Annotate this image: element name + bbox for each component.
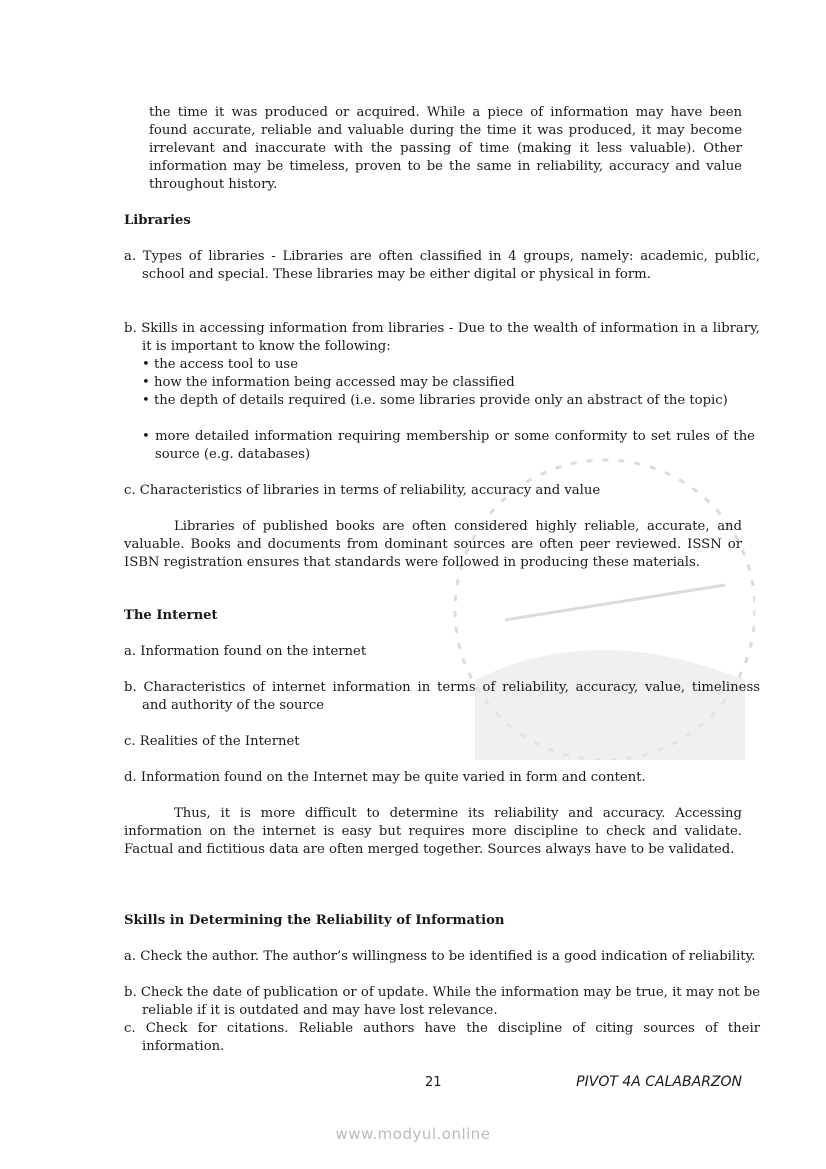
intro-paragraph: the time it was produced or acquired. While a piece of information may have been found accurate, reliable and valuable during the time it was produced, it may become irrelevant and inaccurate with the passing of time (making it less valuable). Other information may be timeless, proven to be the same in reliability, accuracy and value throughout history. xyxy=(149,105,742,192)
internet-item-a: a. Information found on the internet xyxy=(124,644,367,659)
website-watermark: www.modyul.online xyxy=(335,1125,491,1143)
page-number: 21 xyxy=(425,1075,442,1090)
libraries-heading: Libraries xyxy=(124,213,191,228)
libraries-bullet: • more detailed information requiring membership or some conformity to set rules of the source (e.g. databases) xyxy=(142,429,755,462)
libraries-paragraph: Libraries of published books are often considered highly reliable, accurate, and valuable. Books and documents from dominant sources are often peer reviewed. ISSN or ISBN registration ensures that standards were followed in producing these materials. xyxy=(124,519,742,570)
skills-item-b: b. Check the date of publication or of update. While the information may be true, it may not be reliable if it is outdated and may have lost relevance. xyxy=(124,985,760,1018)
internet-item-d: d. Information found on the Internet may be quite varied in form and content. xyxy=(124,770,646,785)
internet-item-b: b. Characteristics of internet information in terms of reliability, accuracy, value, timeliness and authority of the source xyxy=(124,680,760,713)
footer-brand: PIVOT 4A CALABARZON xyxy=(576,1074,742,1090)
libraries-bullet: • how the information being accessed may be classified xyxy=(142,375,515,390)
libraries-item-a: a. Types of libraries - Libraries are often classified in 4 groups, namely: academic, public, school and special. These libraries may be either digital or physical in form. xyxy=(124,249,760,282)
libraries-bullet: • the access tool to use xyxy=(142,357,299,372)
libraries-bullet: • the depth of details required (i.e. some libraries provide only an abstract of the topic) xyxy=(142,393,728,408)
skills-item-c: c. Check for citations. Reliable authors have the discipline of citing sources of their information. xyxy=(124,1021,760,1054)
internet-paragraph: Thus, it is more difficult to determine its reliability and accuracy. Accessing information on the internet is easy but requires more discipline to check and validate. Factual and fictitious data are often merged together. Sources always have to be validated. xyxy=(124,806,742,857)
internet-item-c: c. Realities of the Internet xyxy=(124,734,300,749)
libraries-item-b: b. Skills in accessing information from libraries - Due to the wealth of information in a library, it is important to know the following: xyxy=(124,321,760,354)
skills-item-a: a. Check the author. The author’s willingness to be identified is a good indication of reliability. xyxy=(124,949,756,964)
skills-heading: Skills in Determining the Reliability of Information xyxy=(124,913,505,928)
internet-heading: The Internet xyxy=(124,608,218,623)
libraries-item-c: c. Characteristics of libraries in terms of reliability, accuracy and value xyxy=(124,483,601,498)
